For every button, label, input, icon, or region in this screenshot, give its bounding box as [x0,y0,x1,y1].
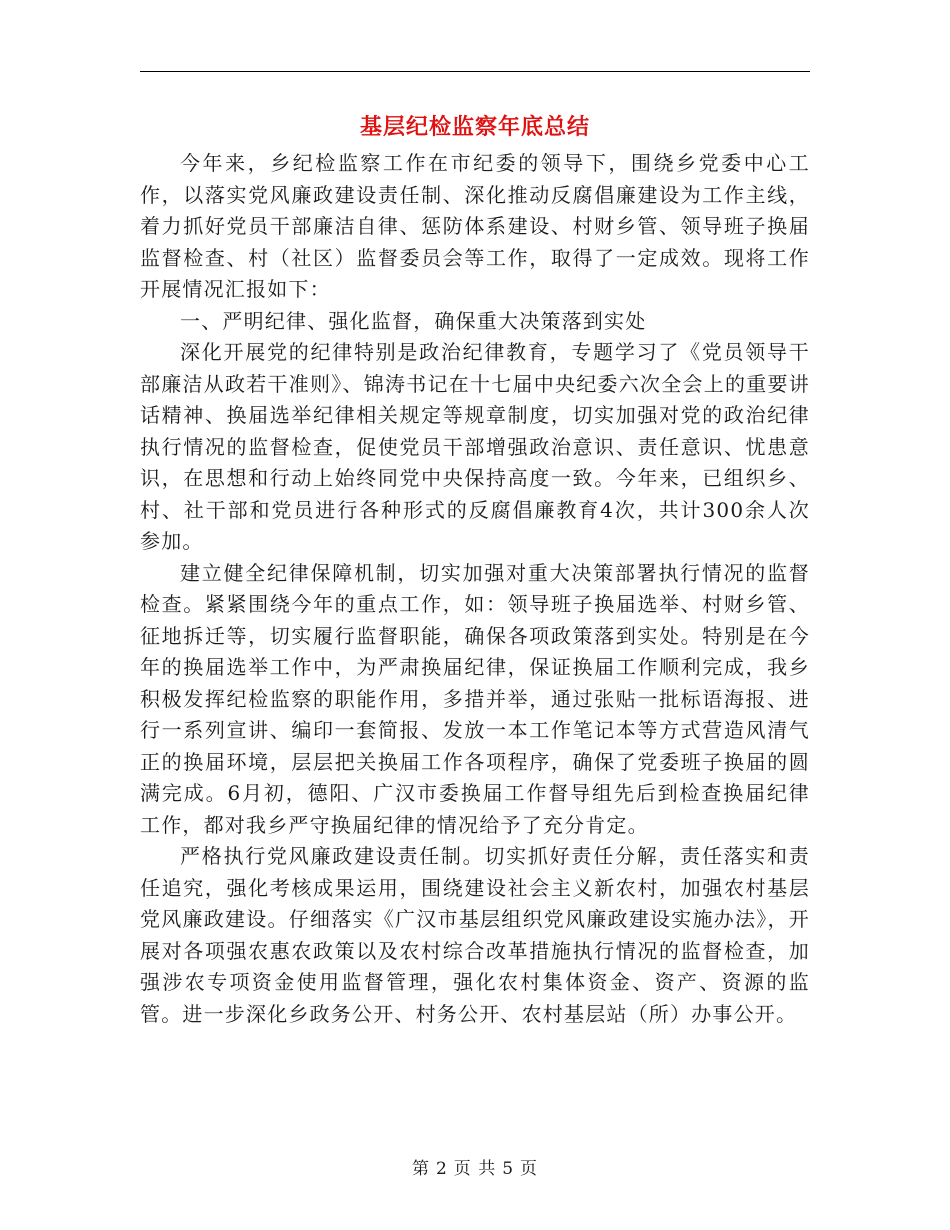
section-heading-1: 一、严明纪律、强化监督，确保重大决策落到实处 [180,308,647,333]
footer-current-page: 2 [435,1159,448,1179]
footer-label-page: 第 [411,1159,430,1179]
footer-total-pages: 5 [502,1159,515,1179]
page-footer [0,1154,950,1179]
paragraph-discipline-education: 深化开展党的纪律特别是政治纪律教育，专题学习了《党员领导干部廉洁从政若干准则》、锦涛书记在十七届中央纪委六次全会上的重要讲话精神、换届选举纪律相关规定等规章制度，切实加强对党的政治纪律执行情况的监督检查，促使党员干部增强政治意识、责任意识、忧患意识，在思想和行动上始终同党中央保持高度一致。今年来，已组织乡、村、社干部和党员进行各种形式的反腐倡廉教育4次，共计300余人次参加。 [140,340,810,553]
paragraph-supervision-mechanism: 建立健全纪律保障机制，切实加强对重大决策部署执行情况的监督检查。紧紧围绕今年的重点工作，如：领导班子换届选举、村财乡管、征地拆迁等，切实履行监督职能，确保各项政策落到实处。特别是在今年的换届选举工作中，为严肃换届纪律，保证换届工作顺利完成，我乡积极发挥纪检监察的职能作用，多措并举，通过张贴一批标语海报、进行一系列宣讲、编印一套简报、发放一本工作笔记本等方式营造风清气正的换届环境，层层把关换届工作各项程序，确保了党委班子换届的圆满完成。6月初，德阳、广汉市委换届工作督导组先后到检查换届纪律工作，都对我乡严守换届纪律的情况给予了充分肯定。 [140,560,810,837]
paragraph-intro: 今年来，乡纪检监察工作在市纪委的领导下，围绕乡党委中心工作，以落实党风廉政建设责任制、深化推动反腐倡廉建设为工作主线，着力抓好党员干部廉洁自律、惩防体系建设、村财乡管、领导班子换届监督检查、村（社区）监督委员会等工作，取得了一定成效。现将工作开展情况汇报如下： [140,151,810,301]
document-body [140,148,810,1030]
document-title: 基层纪检监察年底总结 [359,114,590,140]
header-rule [140,71,810,72]
footer-label-end: 页 [520,1159,539,1179]
paragraph-responsibility-system: 严格执行党风廉政建设责任制。切实抓好责任分解，责任落实和责任追究，强化考核成果运用，围绕建设社会主义新农村，加强农村基层党风廉政建设。仔细落实《广汉市基层组织党风廉政建设实施办法》，开展对各项强农惠农政策以及农村综合改革措施执行情况的监督检查，加强涉农专项资金使用监督管理，强化农村集体资金、资产、资源的监管。进一步深化乡政务公开、村务公开、农村基层站（所）办事公开。 [140,844,810,1026]
footer-label-of: 页 共 [453,1159,497,1179]
